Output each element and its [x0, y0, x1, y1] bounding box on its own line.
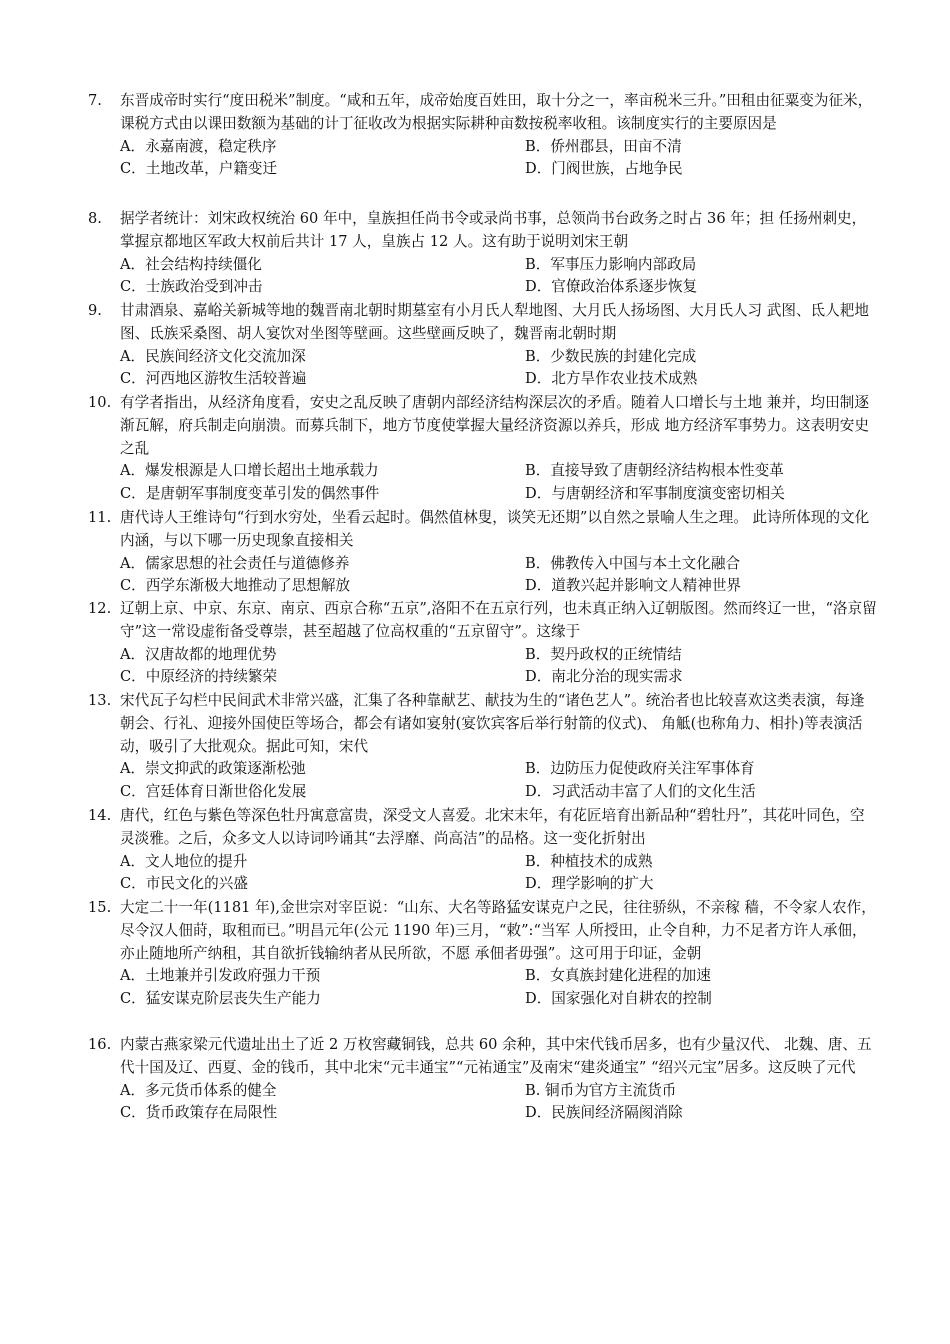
option-a: A．社会结构持续僵化: [120, 255, 262, 273]
option-c: C．货币政策存在局限性: [120, 1104, 278, 1122]
option-b: B．种植技术的成熟: [525, 852, 653, 870]
option-b: B．侨州郡县，田亩不清: [525, 137, 682, 155]
options-row-1: [120, 136, 878, 159]
question-number: 12.: [88, 600, 112, 617]
question-10: [88, 392, 878, 506]
options-row-1: [120, 644, 878, 667]
question-stem: 甘肃酒泉、嘉峪关新城等地的魏晋南北朝时期墓室有小月氏人犁地图、大月氏人扬场图、大月氏人习 武图、氐人耙地图、氐族采桑图、胡人宴饮对坐图等壁画。这些壁画反映了，魏晋南北朝时期: [120, 302, 869, 342]
question-15: [88, 897, 878, 1011]
question-stem: 据学者统计：刘宋政权统治 60 年中，皇族担任尚书令或录尚书事，总领尚书台政务之时占 36 年；担 任扬州刺史，掌握京都地区军政大权前后共计 17 人，皇族占 12 人。这有助于说明刘宋王朝: [120, 210, 867, 250]
option-b: B．军事压力影响内部政局: [525, 255, 697, 273]
options-row-1: [120, 965, 878, 988]
option-b: B．直接导致了唐朝经济结构根本性变革: [525, 462, 784, 480]
option-a: A．土地兼并引发政府强力干预: [120, 967, 321, 985]
option-b: B．女真族封建化进程的加速: [525, 967, 711, 985]
question-12: [88, 598, 878, 689]
question-11: [88, 507, 878, 598]
option-c: C．中原经济的持续繁荣: [120, 668, 278, 686]
options-row-2: [120, 666, 878, 689]
options-row-1: [120, 758, 878, 781]
option-d: D．与唐朝经济和军事制度演变密切相关: [525, 485, 785, 503]
options-row-2: [120, 1102, 878, 1125]
option-d: D．北方旱作农业技术成熟: [525, 370, 698, 388]
question-16: [88, 1034, 878, 1125]
option-d: D．国家强化对自耕农的控制: [525, 990, 712, 1008]
option-a: A．汉唐故都的地理优势: [120, 645, 277, 663]
question-stem: 东晋成帝时实行“度田税米”制度。“咸和五年，成帝始度百姓田，取十分之一，率亩税米三升。”田租由征粟变为征米，课税方式由以课田数额为基础的计丁征收改为根据实际耕种亩数按税率收租。该制度实行的主要原因是: [120, 92, 873, 132]
option-c: C．士族政治受到冲击: [120, 278, 263, 296]
options-row-1: [120, 851, 878, 874]
question-number: 16.: [88, 1036, 112, 1053]
option-c: C．土地改革，户籍变迁: [120, 160, 278, 178]
question-number: 14.: [88, 807, 112, 824]
question-stem: 内蒙古燕家梁元代遗址出土了近 2 万枚窖藏铜钱，总共 60 余种，其中宋代钱币居多，也有少量汉代、 北魏、唐、五代十国及辽、西夏、金的钱币，其中北宋“元丰通宝”“元祐通宝”及南宋“建炎通宝” “绍兴元宝”居多。这反映了元代: [120, 1036, 872, 1076]
options-row-1: [120, 346, 878, 369]
question-number: 13.: [88, 692, 112, 709]
options-row-2: [120, 575, 878, 598]
option-d: D．门阀世族，占地争民: [525, 160, 683, 178]
option-a: A．民族间经济文化交流加深: [120, 347, 306, 365]
options-row-1: [120, 460, 878, 483]
question-number: 7.: [88, 92, 102, 109]
options-row-1: [120, 553, 878, 576]
option-a: A．崇文抑武的政策逐渐松弛: [120, 760, 306, 778]
option-d: D．习武活动丰富了人们的文化生活: [525, 783, 756, 801]
option-b: B．契丹政权的正统情结: [525, 645, 682, 663]
question-13: [88, 690, 878, 804]
options-row-2: [120, 276, 878, 299]
question-number: 15.: [88, 899, 112, 916]
question-number: 8.: [88, 210, 102, 227]
options-row-2: [120, 368, 878, 391]
option-c: C．宫廷体育日渐世俗化发展: [120, 783, 307, 801]
option-c: C．猛安谋克阶层丧失生产能力: [120, 990, 321, 1008]
question-number: 9.: [88, 302, 102, 319]
question-stem: 有学者指出，从经济角度看，安史之乱反映了唐朝内部经济结构深层次的矛盾。随着人口增长与土地 兼并，均田制逐渐瓦解，府兵制走向崩溃。而募兵制下，地方节度使掌握大量经济资源以养兵，形成 地方经济军事势力。这表明安史之乱: [120, 394, 869, 457]
option-d: D．道教兴起并影响文人精神世界: [525, 577, 742, 595]
option-b: B．少数民族的封建化完成: [525, 347, 697, 365]
question-stem: 唐代诗人王维诗句“行到水穷处，坐看云起时。偶然值林叟，谈笑无还期”以自然之景喻人生之理。 此诗所体现的文化内涵，与以下哪一历史现象直接相关: [120, 509, 870, 549]
option-b: B．边防压力促使政府关注军事体育: [525, 760, 755, 778]
option-c: C．市民文化的兴盛: [120, 875, 248, 893]
question-stem: 辽朝上京、中京、东京、南京、西京合称“五京”,洛阳不在五京行列，也未真正纳入辽朝版图。然而终辽一世，“洛京留守”这一常设虚衔备受尊崇，甚至超越了位高权重的“五京留守”。这缘于: [120, 600, 877, 640]
options-row-2: [120, 158, 878, 181]
question-stem: 大定二十一年(1181 年),金世宗对宰臣说：“山东、大名等路猛安谋克户之民，往往骄纵，不亲稼 穑，不令家人农作，尽令汉人佃莳，取租而已。”明昌元年(公元 1190 年)三月，“敕”:“当军 人所授田，止令自种，力不足者方许人承佃，亦止随地所产纳租，其自欲折钱输纳者从民所欲，不愿 承佃者毋强”。这可用于印证，金朝: [120, 899, 876, 962]
question-stem: 宋代瓦子勾栏中民间武术非常兴盛，汇集了各种靠献艺、献技为生的“诸色艺人”。统治者也比较喜欢这类表演，每逢朝会、行礼、迎接外国使臣等场合，都会有诸如宴射(宴饮宾客后举行射箭的仪式)、 角觝(也称角力、相扑)等表演活动，吸引了大批观众。据此可知，宋代: [120, 692, 865, 755]
option-a: A．爆发根源是人口增长超出土地承载力: [120, 462, 379, 480]
question-8: [88, 208, 878, 299]
option-c: C．是唐朝军事制度变革引发的偶然事件: [120, 485, 380, 503]
options-row-1: [120, 254, 878, 277]
option-d: D．民族间经济隔阂消除: [525, 1104, 683, 1122]
option-d: D．官僚政治体系逐步恢复: [525, 278, 698, 296]
option-a: A．文人地位的提升: [120, 852, 248, 870]
option-b: B. 铜币为官方主流货币: [525, 1081, 677, 1099]
options-row-2: [120, 873, 878, 896]
question-7: [88, 90, 878, 181]
option-a: A．儒家思想的社会责任与道德修养: [120, 554, 350, 572]
option-b: B．佛教传入中国与本土文化融合: [525, 554, 741, 572]
option-d: D．南北分治的现实需求: [525, 668, 683, 686]
options-row-2: [120, 781, 878, 804]
option-d: D．理学影响的扩大: [525, 875, 654, 893]
question-number: 10.: [88, 394, 112, 411]
question-stem: 唐代，红色与紫色等深色牡丹寓意富贵，深受文人喜爱。北宋末年，有花匠培育出新品种“碧牡丹”，其花叶同色，空灵淡雅。之后，众多文人以诗词吟诵其“去浮靡、尚高洁”的品格。这一变化折射出: [120, 807, 865, 847]
option-c: C．西学东渐极大地推动了思想解放: [120, 577, 351, 595]
question-number: 11.: [88, 509, 112, 526]
question-9: [88, 300, 878, 391]
question-14: [88, 805, 878, 896]
option-a: A．多元货币体系的健全: [120, 1081, 277, 1099]
options-row-1: [120, 1080, 878, 1103]
option-a: A．永嘉南渡，稳定秩序: [120, 137, 277, 155]
option-c: C．河西地区游牧生活较普遍: [120, 370, 307, 388]
options-row-2: [120, 483, 878, 506]
options-row-2: [120, 988, 878, 1011]
